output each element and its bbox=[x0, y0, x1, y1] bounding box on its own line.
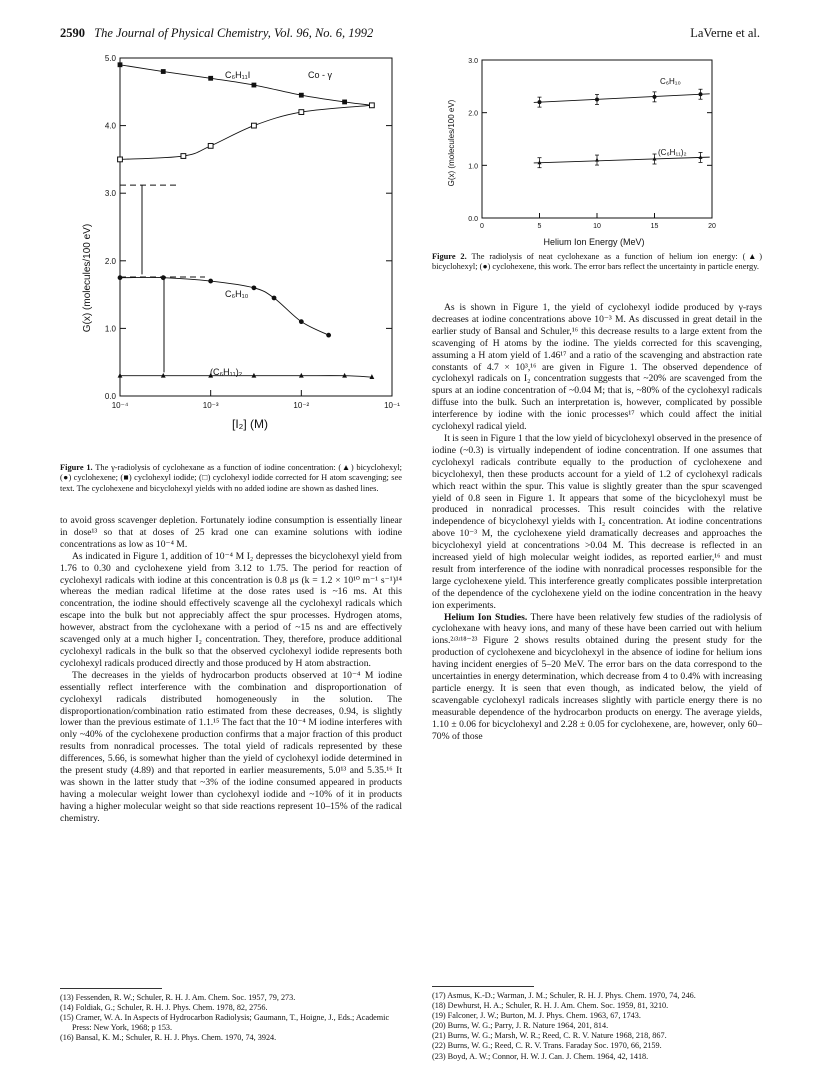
data-point bbox=[299, 319, 304, 324]
data-point bbox=[538, 160, 542, 164]
data-point bbox=[252, 373, 257, 378]
page-header bbox=[60, 26, 760, 44]
data-point bbox=[538, 100, 542, 104]
left-references bbox=[60, 982, 402, 1043]
figure-1-caption-title: Figure 1. bbox=[60, 463, 93, 472]
paragraph: The decreases in the yields of hydrocarbon products observed at 10⁻⁴ M iodine essentially reflect interference with the combination and disproportionation of cyclohexyl radicals distributed homogeneously in the solution. The disproportionation/combination ratio estimated from these decreases, 0.94, is slightly lower than the previous estimate of 1.1.¹⁵ The fact that the 10⁻⁴ M iodine interferes with only ~40% of the cyclohexene production confirms that a major fraction of this product results from nonradical processes. The total yield of radicals represented by these differences, 5.66, is somewhat higher than the yield of cyclohexyl iodide determined in the present study (4.89) and that reported in earlier measurements, 5.0¹³ and 5.35.¹⁶ It was shown in the latter study that ~3% of the iodine consumed appeared in products having a molecular weight lower than cyclohexyl iodide and ~10% of it in products having a higher molecular weight so that side reactions represent 10–15% of the radical chemistry. bbox=[60, 669, 402, 824]
reference: (16) Bansal, K. M.; Schuler, R. H. J. Phys. Chem. 1970, 74, 3924. bbox=[60, 1033, 277, 1043]
page-number: 2590 bbox=[60, 26, 85, 40]
paragraph-text: There have been relatively few studies of the radiolysis of cyclohexane with heavy ions, and many of these have been carried out with helium ions.²ʴ³ʴ¹⁸⁻²³ Figure 2 shows results obtained during the present study for the production of cyclohexene and bicyclohexyl in the absence of iodine for helium ions having incident energies of 5–20 MeV. The error bars on the data correspond to the uncertainties in energy determination, which decrease from 4 to 0.4% with increasing particle energy. It is seen that even though, as indicated below, the yield of scavengable cyclohexyl radicals increases slightly with particle energy there is no measurable dependence of the hydrocarbon products on energy. The average yields, 1.10 ± 0.06 for bicyclohexyl and 2.28 ± 0.05 for cyclohexene, are, however, only 60–70% of those bbox=[432, 611, 762, 742]
figure-2-caption bbox=[432, 252, 762, 273]
x-tick-label: 5 bbox=[537, 223, 542, 230]
data-point bbox=[342, 373, 347, 378]
data-point bbox=[118, 157, 123, 162]
data-point bbox=[208, 143, 213, 148]
x-tick-label: 10⁻¹ bbox=[384, 401, 400, 410]
x-tick-label: 10⁻² bbox=[293, 401, 310, 410]
data-point bbox=[161, 373, 166, 378]
reference: (13) Fessenden, R. W.; Schuler, R. H. J. Am. Chem. Soc. 1957, 79, 273. bbox=[60, 993, 296, 1002]
data-point bbox=[208, 76, 213, 81]
figure-2-chart bbox=[432, 48, 722, 248]
y-tick-label: 5.0 bbox=[104, 54, 116, 63]
series-line bbox=[534, 94, 710, 103]
y-tick-label: 0.0 bbox=[468, 216, 478, 223]
data-point bbox=[299, 93, 304, 98]
figure-1-label-source: Co - γ bbox=[308, 70, 333, 80]
data-point bbox=[118, 62, 123, 67]
left-column-body bbox=[60, 515, 402, 825]
paragraph: to avoid gross scavenger depletion. Fortunately iodine consumption is essentially linear in dose¹³ so that at doses of 25 krad one can examine solutions with iodine concentrations as low as 10⁻⁴ M. bbox=[60, 515, 402, 550]
y-tick-label: 3.0 bbox=[468, 58, 478, 65]
data-point bbox=[252, 83, 257, 88]
data-point bbox=[161, 275, 166, 280]
figure-2-caption-title: Figure 2. bbox=[432, 252, 467, 261]
x-tick-label: 20 bbox=[708, 223, 716, 230]
reference: (21) Burns, W. G.; Marsh, W. R.; Reed, C. R. V. Nature 1968, 218, 867. bbox=[432, 1031, 667, 1041]
data-point bbox=[252, 123, 257, 128]
reference: (15) Cramer, W. A. In Aspects of Hydrocarbon Radiolysis; Gaumann, T., Hoigne, J., Eds.; Academic Press: New York, 1968; p 153. bbox=[60, 1013, 390, 1033]
figure-1-caption-text: The γ-radiolysis of cyclohexane as a function of iodine concentration: (▲) bicyclohexyl; (●) cyclohexene; (■) cyclohexyl iodide; (□) cyclohexyl iodide corrected for H atom scavenging; see text. The cyclohexene and bicyclohexyl yields with no added iodine are shown as dashed lines. bbox=[60, 463, 402, 493]
data-point bbox=[299, 110, 304, 115]
data-point bbox=[653, 95, 657, 99]
reference: (18) Dewhurst, H. A.; Schuler, R. H. J. Am. Chem. Soc. 1959, 81, 3210. bbox=[432, 1001, 669, 1011]
figure-1-caption bbox=[60, 463, 402, 494]
data-point bbox=[595, 98, 599, 102]
figure-2-label-cyclohexene: C₆H₁₀ bbox=[660, 77, 681, 86]
y-tick-label: 1.0 bbox=[104, 324, 116, 334]
data-point bbox=[118, 373, 123, 378]
figure-1-chart bbox=[70, 48, 400, 453]
data-point bbox=[272, 296, 277, 301]
footnote-rule bbox=[60, 988, 162, 989]
data-point bbox=[342, 100, 347, 105]
paragraph: It is seen in Figure 1 that the low yield of bicyclohexyl observed in the presence of iodine (~0.3) is virtually independent of iodine concentration. If one assumes that cyclohexyl radicals contribute equally to the production of cyclohexene and bicyclohexyl, then these products account for a yield of 1.2 of cyclohexyl radicals which react within the spur. This value is slightly greater than the spur scavenged yield of 0.8 seen in Figure 1. It appears that some of the bicyclohexyl must be produced in nonradical processes. This result coincides with the relative independence of bicyclohexyl yields with I₂ concentration. At iodine concentrations above 10⁻³ M, the cyclohexene yield dramatically decreases and approaches the bicyclohexyl yield at concentrations >0.04 M. This decrease is reflected in an increased yield of high molecular weight iodides, as reported earlier,¹⁶ and must result from interference of the iodine with nonradical processes responsible for the large cyclohexene yield. This interference greatly complicates possible interpretation of the dependence of the cyclohexene yield on the iodine concentration in the heavy ion experiments. bbox=[432, 432, 762, 611]
journal-citation: The Journal of Physical Chemistry, Vol. 96, No. 6, 1992 bbox=[94, 26, 374, 40]
data-point bbox=[208, 279, 213, 284]
data-point bbox=[369, 103, 374, 108]
paragraph: As is shown in Figure 1, the yield of cyclohexyl iodide produced by γ-rays decreases at iodine concentrations above 10⁻³ M. As discussed in great detail in the earlier study of Bansal and Schuler,¹⁶ this decrease results to a large extent from the scavenging of H atoms by the iodine. The yields corrected for this scavenging, assuming a H atom yield of 1.46¹⁷ and a ratio of the scavenging and abstraction rate constants of 4.7 × 10³,¹⁶ are given in Figure 1. The observed dependence of cyclohexyl radicals on I₂ concentration suggests that ~20% are scavenged from the spurs at an iodine concentration of ~0.04 M; that is, ~80% of the cyclohexyl radicals diffuse into the bulk. Such an interpretation is, however, complicated by possible interference by iodine with the ionic processes¹⁷ which could affect the initial cyclohexyl radical yield. bbox=[432, 302, 762, 433]
data-point bbox=[326, 333, 331, 338]
x-tick-label: 15 bbox=[650, 223, 659, 230]
data-point bbox=[299, 373, 304, 378]
series-line bbox=[120, 277, 329, 335]
x-tick-label: 0 bbox=[480, 223, 484, 230]
series-line bbox=[120, 105, 372, 159]
data-point bbox=[161, 69, 166, 74]
paragraph: As indicated in Figure 1, addition of 10⁻⁴ M I₂ depresses the bicyclohexyl yield from 1.76 to 0.30 and cyclohexene yield from 3.12 to 1.75. The period for reaction of cyclohexyl radicals with iodine at this concentration is 0.8 μs (k = 1.2 × 10¹⁰ m⁻¹ s⁻¹)¹⁴ whereas the median radical lifetime at the dose rates used is ~16 ms. At this concentration, the iodine should effectively scavenge all the cyclohexyl radicals which escape into the bulk but not appreciably affect the spur processes. Hydrogen atoms, however, abstract from the cyclohexane with a period of ~15 ns and are effectively scavenged only at a much higher I₂ concentration. They, therefore, produce additional cyclohexyl radicals in the bulk so that the observed cyclohexyl iodide represents both cyclohexyl radicals produced directly and those produced by H atom abstraction. bbox=[60, 550, 402, 669]
figure-2-xlabel: Helium Ion Energy (MeV) bbox=[543, 237, 645, 247]
figure-1-label-cyclohexene: C₆H₁₀ bbox=[225, 289, 249, 299]
x-tick-label: 10⁻³ bbox=[202, 401, 219, 410]
right-column-body bbox=[432, 302, 762, 743]
y-tick-label: 4.0 bbox=[104, 121, 116, 131]
reference: (19) Falconer, J. W.; Burton, M. J. Phys. Chem. 1963, 67, 1743. bbox=[432, 1011, 641, 1021]
figure-2-ylabel: G(x) (molecules/100 eV) bbox=[447, 99, 456, 187]
paragraph bbox=[432, 612, 762, 743]
y-tick-label: 3.0 bbox=[104, 189, 116, 199]
figure-1-ylabel: G(x) (molecules/100 eV) bbox=[82, 223, 93, 333]
plot-frame bbox=[120, 58, 392, 396]
data-point bbox=[181, 154, 186, 159]
reference: (22) Burns, W. G.; Reed, C. R. V. Trans. Faraday Soc. 1970, 66, 2159. bbox=[432, 1041, 662, 1051]
series-line bbox=[120, 376, 372, 377]
data-point bbox=[595, 158, 599, 162]
section-heading: Helium Ion Studies. bbox=[444, 611, 528, 623]
series-line bbox=[534, 157, 710, 163]
y-tick-label: 2.0 bbox=[104, 256, 116, 266]
footnote-rule bbox=[432, 986, 534, 987]
x-tick-label: 10⁻⁴ bbox=[111, 401, 129, 410]
figure-1-plot bbox=[105, 54, 400, 410]
y-tick-label: 1.0 bbox=[468, 163, 478, 171]
reference: (14) Foldiak, G.; Schuler, R. H. J. Phys. Chem. 1978, 82, 2756. bbox=[60, 1003, 268, 1013]
data-point bbox=[118, 275, 123, 280]
y-tick-label: 0.0 bbox=[104, 392, 116, 401]
figure-1-label-bicyclohexyl: (C₆H₁₁)₂ bbox=[210, 367, 243, 377]
running-authors: LaVerne et al. bbox=[690, 26, 760, 40]
figure-2-caption-text: The radiolysis of neat cyclohexane as a function of helium ion energy: (▲) bicyclohexyl; (●) cyclohexene, this work. The error bars reflect the uncertainty in particle energy. bbox=[432, 252, 763, 272]
y-tick-label: 2.0 bbox=[468, 110, 478, 118]
x-tick-label: 10 bbox=[593, 223, 601, 230]
figure-1-xlabel: [I₂] (M) bbox=[232, 417, 268, 431]
figure-2-label-bicyclohexyl: (C₆H₁₁)₂ bbox=[658, 148, 687, 157]
figure-1-label-cyclohexyl-iodide: C₆H₁₁I bbox=[225, 70, 251, 80]
reference: (23) Boyd, A. W.; Connor, H. W. J. Can. J. Chem. 1964, 42, 1418. bbox=[432, 1051, 649, 1061]
data-point bbox=[699, 92, 703, 96]
right-references bbox=[432, 980, 762, 1062]
data-point bbox=[699, 155, 703, 159]
reference: (20) Burns, W. G.; Parry, J. R. Nature 1964, 201, 814. bbox=[432, 1021, 609, 1031]
data-point bbox=[252, 285, 257, 290]
reference: (17) Asmus, K.-D.; Warman, J. M.; Schuler, R. H. J. Phys. Chem. 1970, 74, 246. bbox=[432, 991, 696, 1000]
